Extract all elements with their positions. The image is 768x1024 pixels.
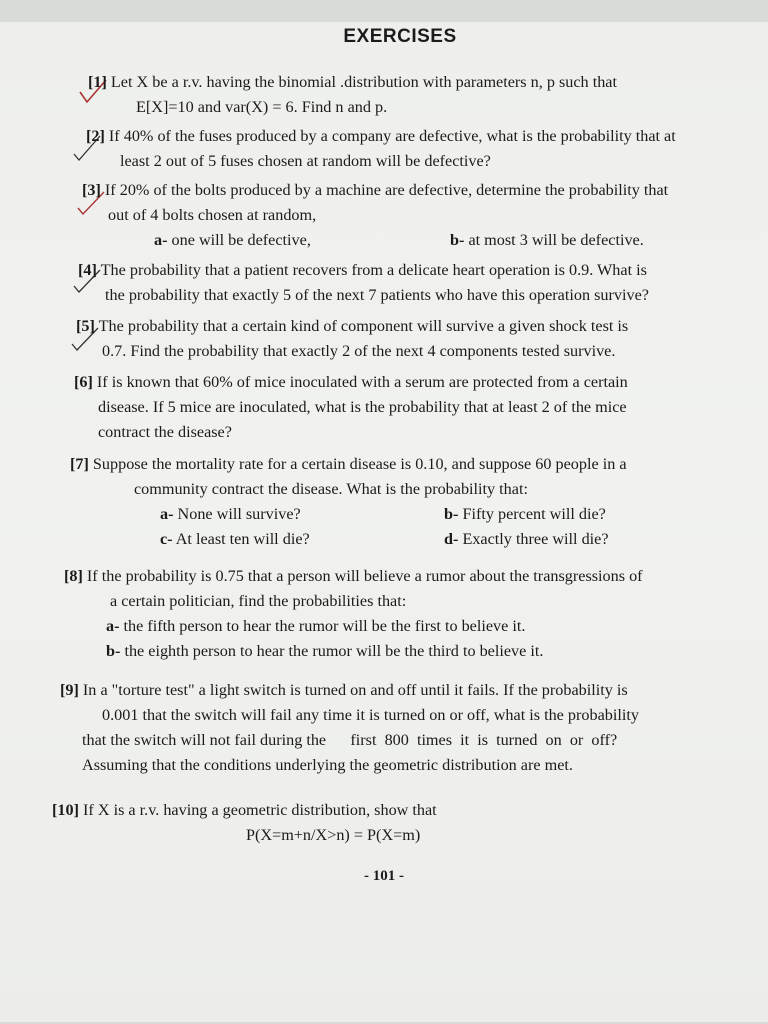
formula: P(X=m+n/X>n) = P(X=m) (246, 826, 421, 844)
exercise-text: out of 4 bolts chosen at random, (108, 206, 317, 224)
exercise-7 (70, 452, 730, 552)
exercise-6 (74, 370, 724, 445)
exercise-text: community contract the disease. What is the probability that: (134, 480, 528, 498)
part-text: Fifty percent will die? (462, 505, 606, 523)
exercise-number: [7] (70, 455, 89, 473)
exercise-text: contract the disease? (98, 423, 232, 441)
page-title: EXERCISES (343, 26, 457, 47)
exercise-text: If 20% of the bolts produced by a machine are defective, determine the probability that (104, 181, 669, 199)
part-label: a- (160, 505, 174, 523)
exercise-text: a certain politician, find the probabilities that: (110, 592, 407, 610)
part-text: the eighth person to hear the rumor will be the third to believe it. (124, 642, 544, 660)
exercise-10 (52, 798, 732, 848)
part-label: a- (106, 617, 120, 635)
part-label: d- (444, 530, 459, 548)
exercise-text: the probability that exactly 5 of the next 7 patients who have this operation survive? (105, 286, 649, 304)
exercise-text: If is known that 60% of mice inoculated with a serum are protected from a certain (96, 373, 628, 391)
exercise-9 (60, 678, 730, 778)
page-number: - 101 - (364, 868, 404, 884)
exercise-number: [3] (82, 181, 101, 199)
exercise-text: least 2 out of 5 fuses chosen at random will be defective? (120, 152, 491, 170)
exercise-text: Let X be a r.v. having the binomial .distribution with parameters n, p such that (110, 73, 617, 91)
document-page (0, 22, 768, 1022)
exercise-number: [8] (64, 567, 83, 585)
exercise-number: [10] (52, 801, 79, 819)
exercise-number: [4] (78, 261, 97, 279)
part-text: the fifth person to hear the rumor will be the first to believe it. (123, 617, 526, 635)
exercise-8 (64, 564, 734, 664)
exercise-text: 0.001 that the switch will fail any time it is turned on or off, what is the probability (102, 706, 639, 724)
exercise-number: [1] (88, 73, 107, 91)
part-text: At least ten will die? (175, 530, 310, 548)
part-label: b- (450, 231, 465, 249)
exercise-text: In a "torture test" a light switch is turned on and off until it fails. If the probability is (82, 681, 628, 699)
part-label: c- (160, 530, 173, 548)
exercise-number: [5] (76, 317, 95, 335)
exercise-text: 0.7. Find the probability that exactly 2 of the next 4 components tested survive. (102, 342, 616, 360)
exercise-5 (76, 314, 726, 364)
exercise-number: [6] (74, 373, 93, 391)
exercise-text: The probability that a patient recovers from a delicate heart operation is 0.9. What is (100, 261, 647, 279)
exercise-text: The probability that a certain kind of component will survive a given shock test is (98, 317, 629, 335)
part-label: b- (444, 505, 459, 523)
part-text: at most 3 will be defective. (468, 231, 644, 249)
part-label: a- (154, 231, 168, 249)
part-label: b- (106, 642, 121, 660)
part-text: Exactly three will die? (462, 530, 609, 548)
exercise-text: Assuming that the conditions underlying the geometric distribution are met. (82, 756, 573, 774)
exercise-text: If X is a r.v. having a geometric distribution, show that (83, 801, 437, 819)
exercise-4 (78, 258, 728, 308)
exercise-text: Suppose the mortality rate for a certain disease is 0.10, and suppose 60 people in a (92, 455, 627, 473)
exercise-number: [2] (86, 127, 105, 145)
exercise-text: If the probability is 0.75 that a person will believe a rumor about the transgressions of (86, 567, 643, 585)
exercise-text: that the switch will not fail during the first 800 times it is turned on or off? (82, 731, 618, 749)
part-text: one will be defective, (171, 231, 311, 249)
exercise-1 (88, 70, 728, 120)
part-text: None will survive? (177, 505, 301, 523)
exercise-text: If 40% of the fuses produced by a company are defective, what is the probability that at (108, 127, 676, 145)
exercise-3 (82, 178, 732, 253)
exercise-text: disease. If 5 mice are inoculated, what is the probability that at least 2 of the mice (98, 398, 627, 416)
exercise-text: E[X]=10 and var(X) = 6. Find n and p. (136, 98, 388, 116)
exercise-2 (86, 124, 726, 174)
exercise-number: [9] (60, 681, 79, 699)
